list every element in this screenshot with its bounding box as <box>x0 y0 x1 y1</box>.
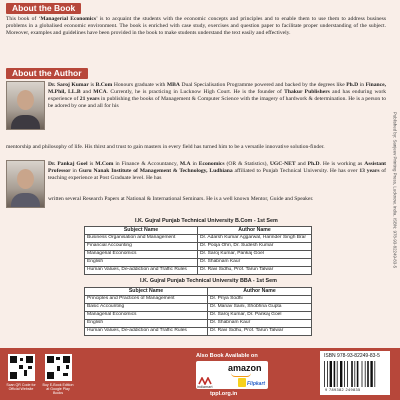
author-cell: Dr. Shabnam Kaur <box>198 259 312 267</box>
subject-cell: Managerial Economics <box>85 251 198 259</box>
amazon-logo[interactable]: amazon <box>228 363 262 373</box>
subject-cell: Basic Accounting <box>85 304 208 312</box>
website-link[interactable]: tppl.org.in <box>210 391 238 397</box>
table1-header-subject: Subject Name <box>85 227 198 235</box>
author-cell: Dr. Saroj Kumar, Dr. Pankaj Goel <box>208 312 312 320</box>
author1-photo <box>6 81 45 130</box>
table1-header-author: Author Name <box>198 227 312 235</box>
isbn-label: ISBN 978-93-82249-83-5 <box>324 353 380 359</box>
bcom-subjects-table <box>84 226 312 275</box>
barcode-icon <box>324 361 386 387</box>
author1-bio: Dr. Saroj Kumar is B.Com Honours graduate with MBA Dual Specialisation Programme powered and backed by the degrees like Ph.D in Finance, M.Phil, LL.B and MCA. Currently, he is practicing in Lucknow High Court. He is the founder of Thakur Publishers and has enduring work experience of 21 years in publishing the books of Management & Computer Science with the imagery of hardwork & determination. He is a person to be adored by one and all for his <box>48 82 386 109</box>
author-cell: Dr. Ravi Sidhu, Prof. Tarun Talwar <box>198 267 312 275</box>
barcode-digits: 9 789382 249835 <box>325 388 361 392</box>
table1-title: I.K. Gujral Punjab Technical University B.Com - 1st Sem <box>135 218 278 224</box>
also-available-label: Also Book Available on <box>196 353 258 359</box>
author-cell: Dr. Priya Sodhi <box>208 296 312 304</box>
bba-subjects-table <box>84 287 312 336</box>
ebook-qr-icon[interactable] <box>45 354 72 381</box>
about-book-text: This book of ‘Managerial Economics’ is to acquaint the students with the economic concepts and principles and to enable them to use them to address business problems in a globalised economic environment. The book is enriched with case study, exercises and question paper to facilitate proper understanding of the subject. Moreover, examples and guidelines have been provided in the book to make students understand the text easily and effectively. <box>6 16 386 36</box>
table-row <box>85 259 312 267</box>
table-row <box>85 235 312 243</box>
author-cell: Dr. Shabnam Kaur <box>208 320 312 328</box>
author-cell: Dr. Saroj Kumar, Pankaj Goel <box>198 251 312 259</box>
author2-bio-continued: written several Research Papers at National & International Seminars. He is a well known Mentor, Guide and Speaker. <box>48 196 314 202</box>
subject-cell: Human Values, De-addiction and Traffic Rules <box>85 328 208 336</box>
about-author-heading: About the Author <box>6 68 88 79</box>
qr-ebook-label: Buy E-Book Edition at Google Play Books <box>42 383 74 396</box>
table-row <box>85 243 312 251</box>
subject-cell: Managerial Economics <box>85 312 208 320</box>
table-row <box>85 320 312 328</box>
side-text-label: Published by: Sanjeev Printing Press, Lucknow, India. ISBN: 978-93-82249-83-5 <box>392 111 398 269</box>
table-row <box>85 328 312 336</box>
indiamart-logo[interactable]: indiamart <box>197 385 213 389</box>
amazon-smile-icon <box>231 373 251 377</box>
author1-bio-continued: mentorship and philosophy of life. His thirst and trust to gain masters in every field has turned him to be a versatile innovative solution-finder. <box>6 144 325 150</box>
author-cell: Dr. Adarsh Kumar Aggarwal, Harinder Singh Brar <box>198 235 312 243</box>
table2-header-subject: Subject Name <box>85 288 208 296</box>
flipkart-logo[interactable]: Flipkart <box>247 381 266 387</box>
subject-cell: Principles and Practices of Management <box>85 296 208 304</box>
publisher-side-text <box>391 40 399 340</box>
table-row <box>85 267 312 275</box>
table2-title: I.K. Gujral Punjab Technical University BBA - 1st Sem <box>140 278 277 284</box>
table-row <box>85 251 312 259</box>
table2-header-author: Author Name <box>208 288 312 296</box>
table-row <box>85 304 312 312</box>
author-cell: Dr. Manav Saini, Shobhna Gupta <box>208 304 312 312</box>
author-cell: Dr. Ravi Sidhu, Prof. Tarun Talwar <box>208 328 312 336</box>
flipkart-icon <box>238 378 246 387</box>
author-cell: Dr. Pooja Ohri, Dr. Sudesh Kumar <box>198 243 312 251</box>
table-row <box>85 312 312 320</box>
indiamart-icon <box>198 377 212 385</box>
website-qr-icon[interactable] <box>8 354 35 381</box>
table-row <box>85 296 312 304</box>
subject-cell: Financial Accounting <box>85 243 198 251</box>
subject-cell: Human Values, De-addiction and Traffic Rules <box>85 267 198 275</box>
subject-cell: English <box>85 259 198 267</box>
qr-website-label: Scan QR Code for Official Website <box>6 383 36 392</box>
author2-bio: Dr. Pankaj Goel is M.Com in Finance & Accountancy, M.A in Economics (OR & Statistics), UGC-NET and Ph.D. He is working as Assistant Professor in Guru Nanak Institute of Management & Technology, Ludhiana affiliated to Punjab Technical University. He has over 13 years of teaching experience at Post Graduate level. He has <box>48 161 387 181</box>
subject-cell: English <box>85 320 208 328</box>
about-book-heading: About the Book <box>6 3 81 14</box>
author2-photo <box>6 160 45 208</box>
subject-cell: Business Organisation and Management <box>85 235 198 243</box>
